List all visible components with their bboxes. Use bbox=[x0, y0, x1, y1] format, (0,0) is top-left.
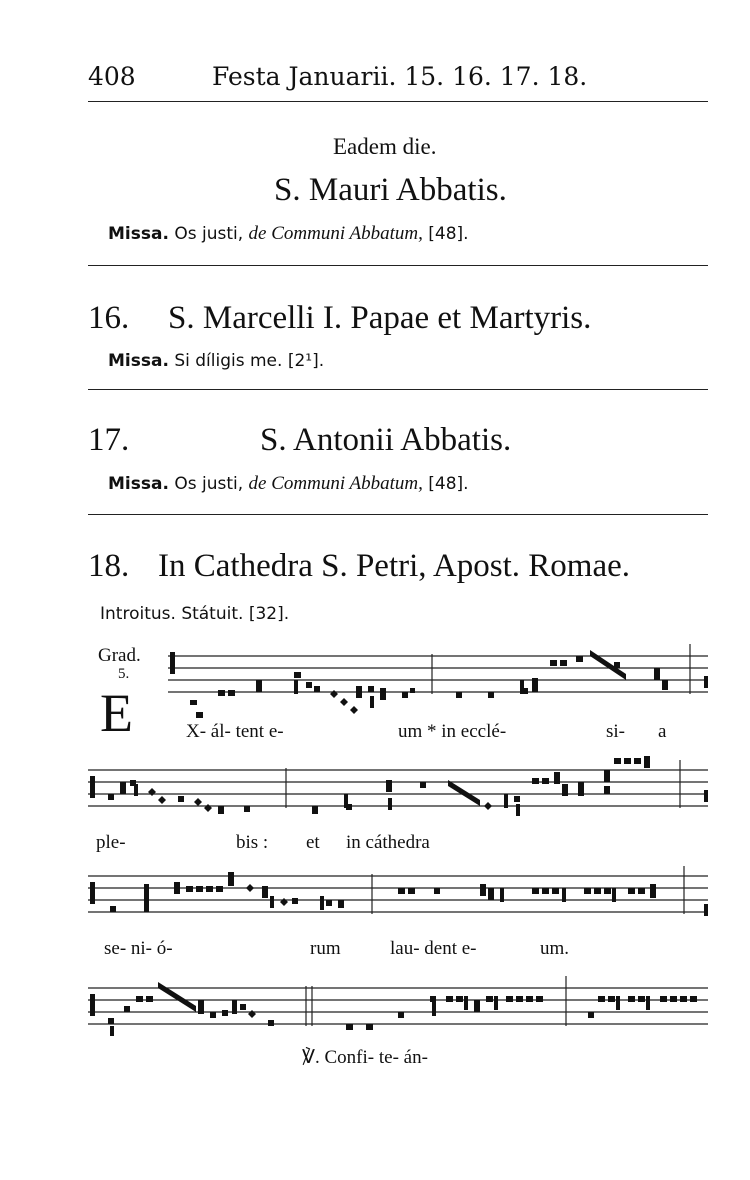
subhead-eadem-die: Eadem die. bbox=[333, 134, 437, 159]
lyric-line-1-d: a bbox=[658, 721, 667, 742]
page-number: 408 bbox=[88, 62, 136, 91]
day-number-16: 16. bbox=[88, 300, 130, 336]
lyric-line-2-a: ple- bbox=[96, 832, 126, 853]
missa-label: Missa. bbox=[108, 351, 169, 371]
missa-ref-italic: de Communi Abbatum, bbox=[248, 223, 423, 244]
missa-text: Os justi, bbox=[174, 224, 244, 244]
lyric-line-3-c: lau- dent e- bbox=[390, 938, 477, 959]
drop-cap-initial: E bbox=[100, 683, 133, 743]
lyric-line-1-b: um * in ecclé- bbox=[398, 721, 507, 742]
missa-text: Si díligis me. bbox=[174, 351, 283, 371]
lyric-line-3-b: rum bbox=[310, 938, 341, 959]
introitus-label: Introitus. bbox=[100, 604, 176, 624]
running-title: Festa Januarii. 15. 16. 17. 18. bbox=[212, 62, 588, 91]
missa-ref: [48]. bbox=[428, 474, 469, 494]
title-in-cathedra: In Cathedra S. Petri, Apost. Romae. bbox=[158, 548, 631, 584]
missa-ref: [48]. bbox=[428, 224, 469, 244]
lyric-line-2-d: in cáthedra bbox=[346, 832, 430, 853]
lyric-line-2-b: bis : bbox=[236, 832, 269, 853]
lyric-line-4-versicle: ℣. Confi- te- án- bbox=[302, 1047, 428, 1068]
gradual-mode: 5. bbox=[118, 666, 130, 682]
staff-1 bbox=[168, 644, 708, 694]
missa-label: Missa. bbox=[108, 224, 169, 244]
gradual-label: Grad. bbox=[98, 645, 141, 666]
introitus-text: Státuit. [32]. bbox=[181, 604, 290, 624]
lyric-line-2-c: et bbox=[306, 832, 320, 853]
day-number-18: 18. bbox=[88, 548, 130, 584]
title-s-mauri: S. Mauri Abbatis. bbox=[274, 172, 507, 208]
missa-label: Missa. bbox=[108, 474, 169, 494]
lyric-line-1-c: si- bbox=[606, 721, 625, 742]
title-s-antonii: S. Antonii Abbatis. bbox=[260, 422, 512, 458]
lyric-line-1-a: X- ál- tent e- bbox=[186, 721, 284, 742]
lyric-line-3-d: um. bbox=[540, 938, 570, 959]
title-s-marcelli: S. Marcelli I. Papae et Martyris. bbox=[168, 300, 592, 336]
day-number-17: 17. bbox=[88, 422, 130, 458]
lyric-line-3-a: se- ni- ó- bbox=[104, 938, 173, 959]
missa-ref: [2¹]. bbox=[287, 351, 325, 371]
missa-text: Os justi, bbox=[174, 474, 244, 494]
missa-ref-italic: de Communi Abbatum, bbox=[248, 473, 423, 494]
